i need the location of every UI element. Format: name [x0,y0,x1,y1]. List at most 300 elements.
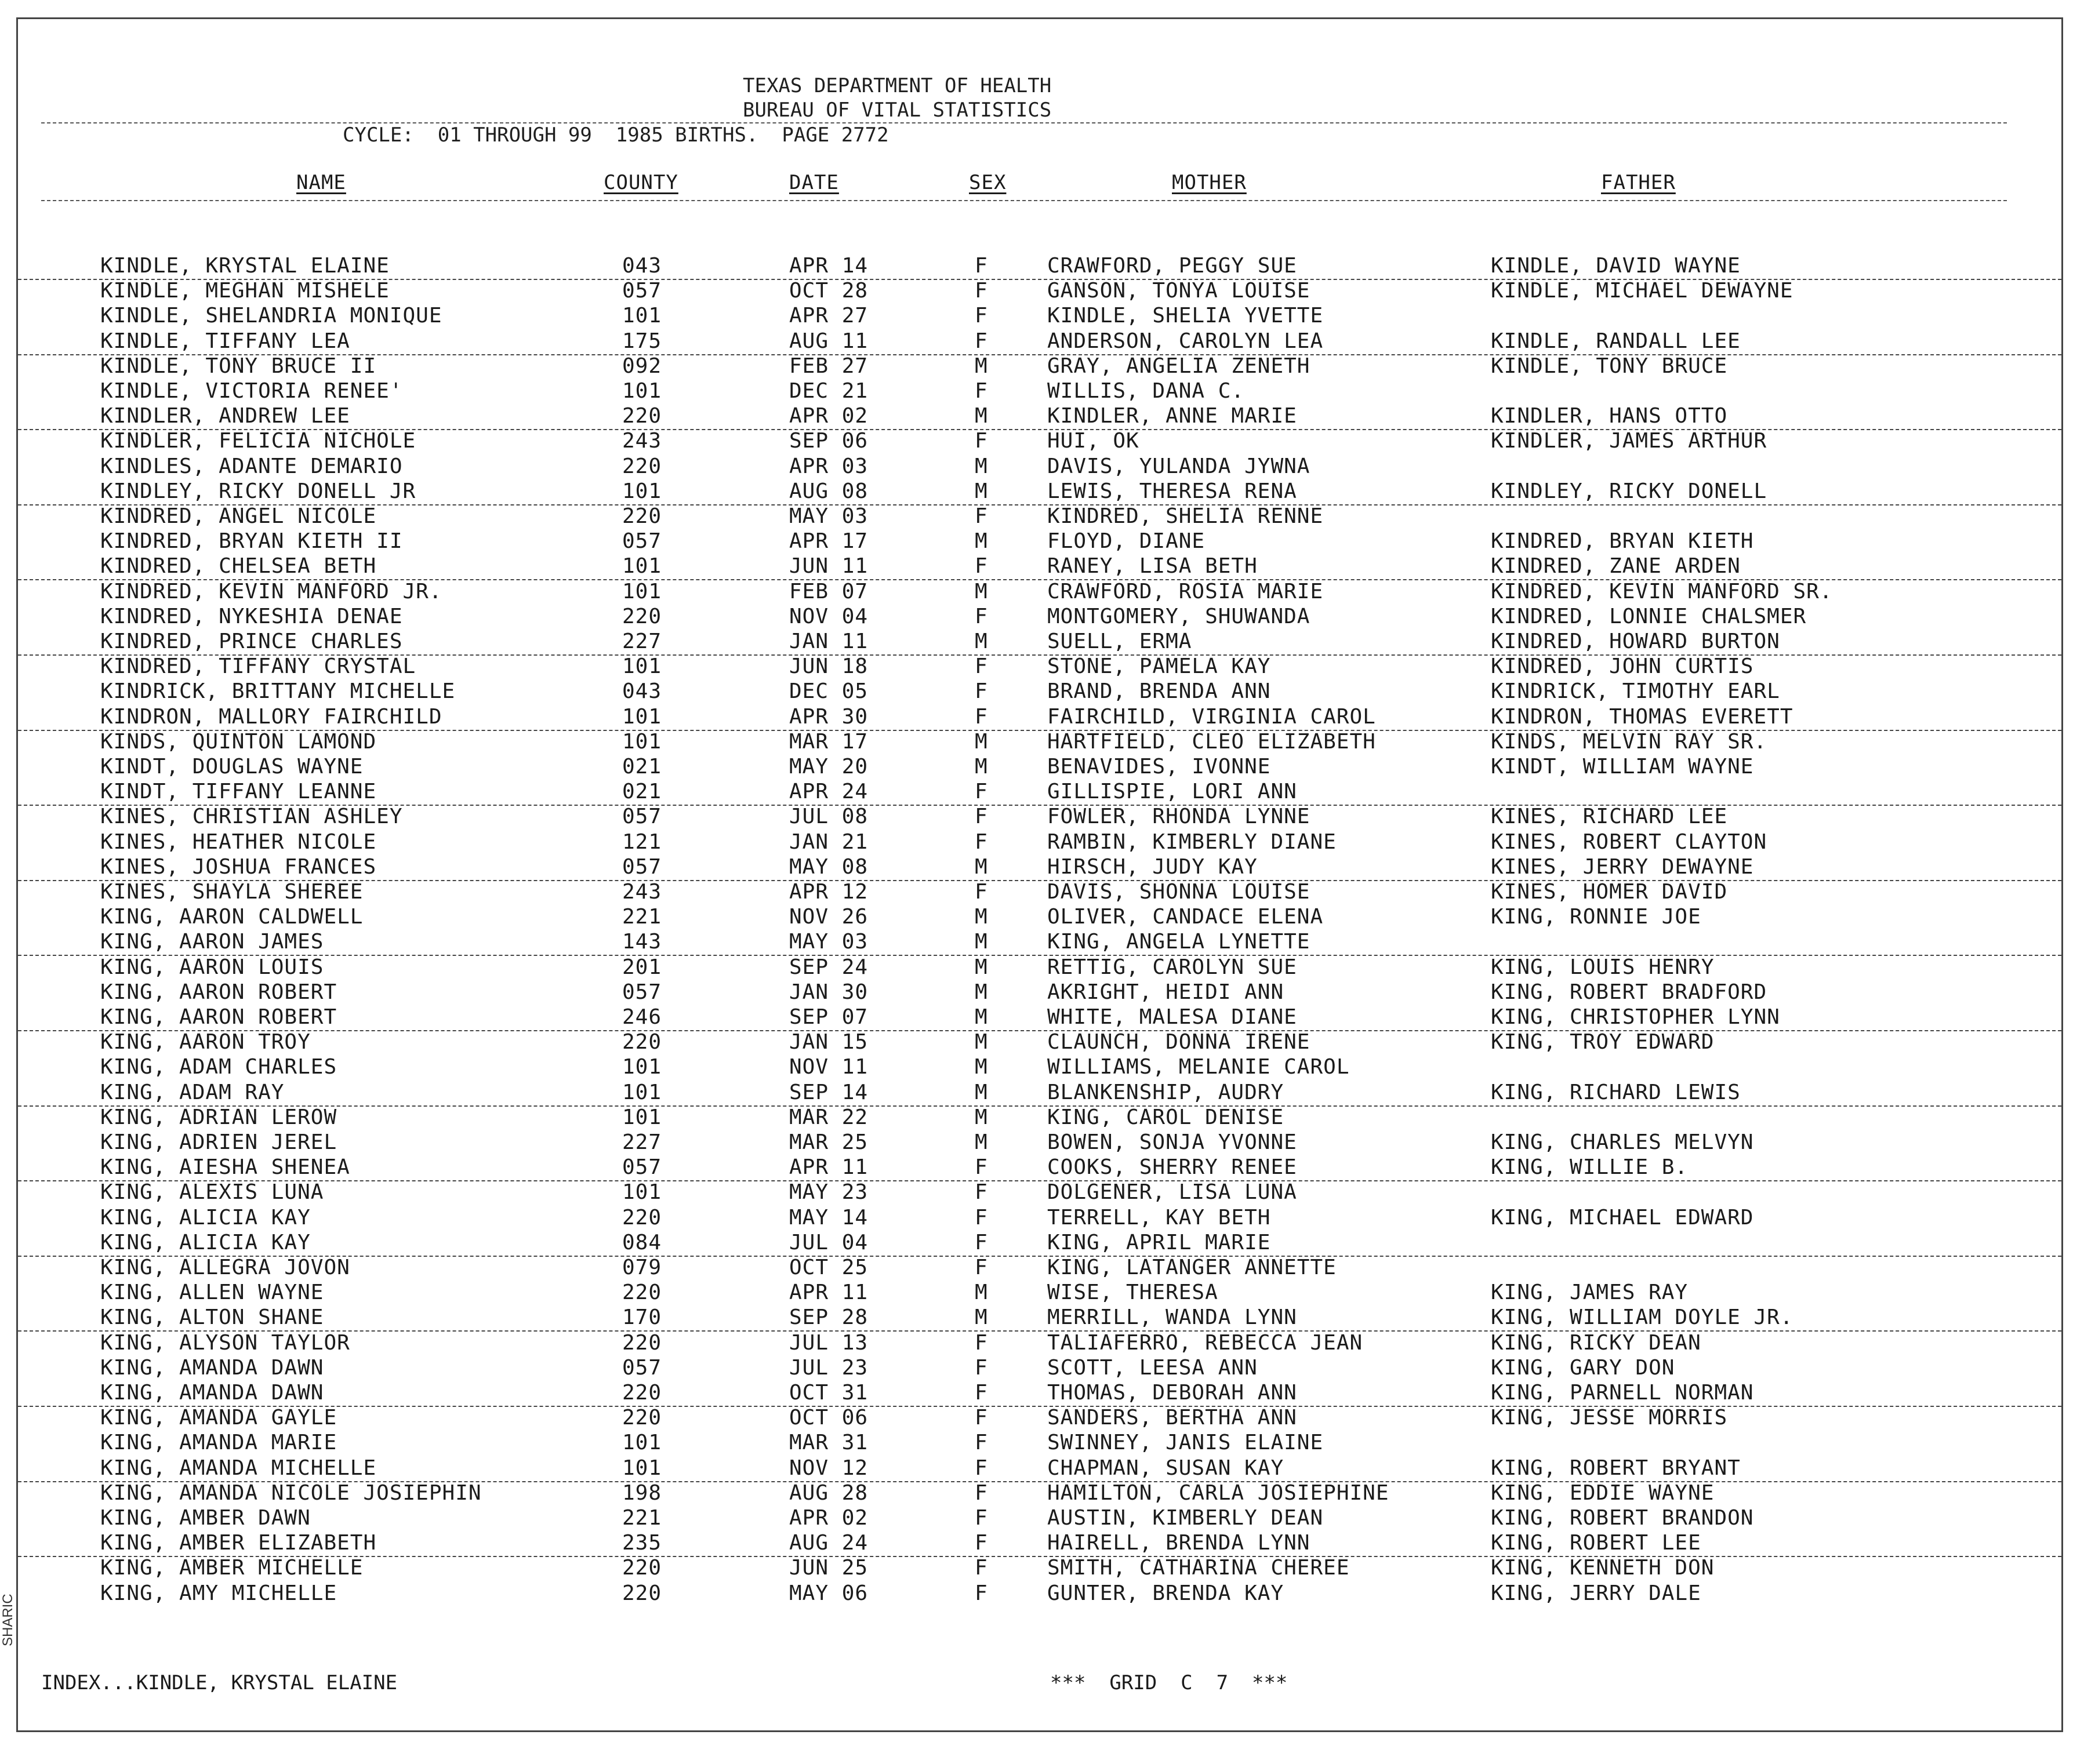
cell-county: 220 [622,1030,662,1054]
table-row [18,730,2061,755]
cell-county: 057 [622,854,662,879]
table-row [18,404,2061,430]
table-row [18,304,2061,329]
column-header-county: COUNTY [604,171,678,194]
cell-date: NOV 11 [789,1055,869,1079]
cell-name: KINDRED, TIFFANY CRYSTAL [100,654,416,679]
cell-name: KINDS, QUINTON LAMOND [100,729,377,754]
table-row [18,1581,2061,1606]
cell-county: 057 [622,1155,662,1180]
cell-sex: F [975,554,988,579]
cell-mother: GRAY, ANGELIA ZENETH [1047,354,1310,378]
table-row [18,1456,2061,1482]
cell-mother: WISE, THERESA [1047,1281,1218,1305]
cell-mother: WHITE, MALESA DIANE [1047,1005,1297,1029]
table-row [18,554,2061,580]
cell-name: KING, ALLEGRA JOVON [100,1256,350,1279]
cell-date: MAR 17 [789,729,869,754]
table-row [18,1081,2061,1107]
table-row [18,454,2061,479]
cell-date: JAN 30 [789,980,869,1004]
cell-mother: FLOYD, DIANE [1047,529,1206,554]
table-row [18,1281,2061,1305]
cell-father: KING, ROBERT LEE [1491,1531,1701,1555]
cell-county: 057 [622,1355,662,1380]
table-row [18,1180,2061,1205]
cell-name: KING, ADAM CHARLES [100,1055,337,1079]
cell-date: NOV 12 [789,1456,869,1480]
cell-date: APR 12 [789,880,869,904]
table-row [18,504,2061,529]
cell-sex: M [975,1005,988,1029]
table-row [18,830,2061,855]
cell-mother: DAVIS, SHONNA LOUISE [1047,880,1310,904]
cell-sex: F [975,304,988,328]
cell-date: DEC 21 [789,379,869,403]
cell-sex: F [975,254,988,278]
cell-sex: F [975,1330,988,1355]
cell-father: KING, RONNIE JOE [1491,905,1701,929]
table-row [18,1556,2061,1581]
cell-father: KING, RICHARD LEWIS [1491,1080,1741,1104]
cell-date: OCT 25 [789,1256,869,1279]
cell-father: KING, EDDIE WAYNE [1491,1481,1715,1505]
cell-mother: GUNTER, BRENDA KAY [1047,1581,1284,1605]
cell-county: 220 [622,404,662,428]
cell-sex: M [975,1055,988,1079]
cell-county: 121 [622,830,662,854]
cell-name: KINDLE, VICTORIA RENEE' [100,379,403,403]
cell-mother: RETTIG, CAROLYN SUE [1047,955,1297,979]
cell-name: KINDT, DOUGLAS WAYNE [100,755,364,779]
cell-name: KING, AMY MICHELLE [100,1581,337,1605]
cell-county: 201 [622,955,662,979]
cell-date: MAY 08 [789,854,869,879]
cell-sex: M [975,955,988,979]
cell-date: MAY 03 [789,930,869,954]
cell-sex: M [975,930,988,954]
cell-name: KINES, SHAYLA SHEREE [100,880,364,904]
cell-date: MAY 03 [789,504,869,528]
cell-county: 220 [622,454,662,478]
cell-county: 101 [622,1055,662,1079]
cell-date: APR 24 [789,780,869,804]
cell-date: APR 14 [789,254,869,278]
cell-name: KINDLE, TONY BRUCE II [100,354,377,378]
cell-father: KING, PARNELL NORMAN [1491,1381,1754,1405]
cell-name: KING, AARON CALDWELL [100,905,364,929]
cell-sex: F [975,679,988,704]
table-row [18,1155,2061,1181]
cell-county: 243 [622,429,662,453]
cell-date: APR 11 [789,1155,869,1180]
cell-date: APR 11 [789,1281,869,1305]
cell-father: KING, CHRISTOPHER LYNN [1491,1005,1780,1029]
table-row [18,1130,2061,1155]
cell-mother: WILLIS, DANA C. [1047,379,1245,403]
cell-father: KINDRED, BRYAN KIETH [1491,529,1754,554]
cell-date: FEB 27 [789,354,869,378]
cell-mother: LEWIS, THERESA RENA [1047,479,1297,503]
cell-county: 101 [622,479,662,503]
cell-name: KINDRED, CHELSEA BETH [100,554,377,579]
cell-county: 220 [622,1381,662,1405]
cell-name: KINES, HEATHER NICOLE [100,830,377,854]
cell-father: KING, JESSE MORRIS [1491,1406,1728,1430]
cell-date: JUL 13 [789,1330,869,1355]
cell-date: JUN 18 [789,654,869,679]
table-row [18,1231,2061,1257]
cell-date: SEP 28 [789,1305,869,1330]
table-row [18,1055,2061,1080]
cell-mother: KING, APRIL MARIE [1047,1230,1271,1254]
cell-county: 021 [622,780,662,804]
table-row [18,1331,2061,1356]
cell-name: KINDLE, SHELANDRIA MONIQUE [100,304,442,328]
cell-sex: F [975,1456,988,1480]
cell-date: APR 02 [789,1506,869,1530]
cell-father: KING, WILLIAM DOYLE JR. [1491,1305,1793,1330]
cell-sex: M [975,1281,988,1305]
table-row [18,329,2061,355]
cell-sex: F [975,1531,988,1555]
cell-sex: F [975,329,988,353]
cell-date: OCT 31 [789,1381,869,1405]
table-row [18,1431,2061,1456]
cell-father: KING, JAMES RAY [1491,1281,1689,1305]
cell-county: 057 [622,279,662,303]
cell-father: KINDRED, JOHN CURTIS [1491,654,1754,679]
cell-name: KING, AMBER ELIZABETH [100,1531,377,1555]
cell-father: KINES, ROBERT CLAYTON [1491,830,1767,854]
cell-county: 101 [622,379,662,403]
cell-sex: F [975,1355,988,1380]
cell-date: NOV 26 [789,905,869,929]
table-row [18,379,2061,404]
cell-county: 175 [622,329,662,353]
cell-sex: F [975,1205,988,1230]
cell-sex: F [975,1256,988,1279]
cell-county: 220 [622,1581,662,1605]
cell-county: 220 [622,1281,662,1305]
cell-sex: M [975,579,988,603]
cell-father: KING, TROY EDWARD [1491,1030,1715,1054]
cell-name: KINDRED, KEVIN MANFORD JR. [100,579,442,603]
cell-name: KING, AARON LOUIS [100,955,324,979]
cell-date: MAR 22 [789,1105,869,1129]
cell-date: OCT 28 [789,279,869,303]
cell-mother: GILLISPIE, LORI ANN [1047,780,1297,804]
cell-mother: RANEY, LISA BETH [1047,554,1258,579]
cell-date: SEP 24 [789,955,869,979]
cell-name: KING, AARON JAMES [100,930,324,954]
table-row [18,780,2061,806]
column-header-sex: SEX [969,171,1007,194]
cell-mother: HIRSCH, JUDY KAY [1047,854,1258,879]
cell-sex: F [975,379,988,403]
grid-label: *** GRID C 7 *** [1050,1671,1288,1694]
cell-county: 220 [622,1406,662,1430]
cell-mother: AUSTIN, KIMBERLY DEAN [1047,1506,1324,1530]
table-row [18,705,2061,731]
cell-name: KING, ALYSON TAYLOR [100,1330,350,1355]
cell-father: KING, GARY DON [1491,1355,1675,1380]
cell-county: 043 [622,254,662,278]
cell-name: KINDLE, MEGHAN MISHELE [100,279,390,303]
cell-father: KING, RICKY DEAN [1491,1330,1701,1355]
table-row [18,354,2061,379]
cell-name: KING, AMANDA MICHELLE [100,1456,377,1480]
table-row [18,980,2061,1005]
cell-county: 198 [622,1481,662,1505]
cell-county: 227 [622,1130,662,1154]
cell-date: JAN 21 [789,830,869,854]
cell-mother: KINDLE, SHELIA YVETTE [1047,304,1324,328]
cell-sex: F [975,1506,988,1530]
cell-county: 220 [622,1330,662,1355]
cell-county: 220 [622,604,662,628]
cell-name: KING, AMANDA GAYLE [100,1406,337,1430]
cell-date: JUN 11 [789,554,869,579]
cell-county: 101 [622,1456,662,1480]
cell-father: KINES, RICHARD LEE [1491,805,1728,829]
cell-name: KINDLER, FELICIA NICHOLE [100,429,416,453]
cell-sex: M [975,479,988,503]
cell-sex: M [975,755,988,779]
cell-date: JUL 08 [789,805,869,829]
cell-sex: M [975,454,988,478]
cell-county: 246 [622,1005,662,1029]
cell-mother: TERRELL, KAY BETH [1047,1205,1271,1230]
cell-date: APR 02 [789,404,869,428]
cell-sex: F [975,830,988,854]
table-row [18,679,2061,704]
cell-county: 101 [622,579,662,603]
cell-mother: DOLGENER, LISA LUNA [1047,1180,1297,1205]
cell-date: MAR 31 [789,1431,869,1455]
cell-sex: F [975,604,988,628]
cell-date: JUN 25 [789,1556,869,1580]
column-header-name: NAME [296,171,346,194]
table-row [18,1381,2061,1407]
table-row [18,905,2061,930]
cell-date: AUG 28 [789,1481,869,1505]
table-row [18,805,2061,830]
cell-mother: KINDRED, SHELIA RENNE [1047,504,1324,528]
cell-father: KINDRED, HOWARD BURTON [1491,630,1780,653]
cell-mother: FAIRCHILD, VIRGINIA CAROL [1047,704,1376,729]
cell-father: KINDLE, DAVID WAYNE [1491,254,1741,278]
table-row [18,1030,2061,1055]
cell-sex: F [975,279,988,303]
cell-name: KING, AIESHA SHENEA [100,1155,350,1180]
cell-name: KING, ALICIA KAY [100,1230,311,1254]
cell-name: KING, AMANDA DAWN [100,1381,324,1405]
cell-date: MAY 20 [789,755,869,779]
cell-father: KINDLER, HANS OTTO [1491,404,1728,428]
cell-mother: STONE, PAMELA KAY [1047,654,1271,679]
cell-father: KINDT, WILLIAM WAYNE [1491,755,1754,779]
cell-name: KING, ADRIAN LEROW [100,1105,337,1129]
cell-mother: TALIAFERRO, REBECCA JEAN [1047,1330,1363,1355]
cell-mother: HAIRELL, BRENDA LYNN [1047,1531,1310,1555]
cell-county: 101 [622,1080,662,1104]
cell-mother: DAVIS, YULANDA JYWNA [1047,454,1310,478]
cell-mother: AKRIGHT, HEIDI ANN [1047,980,1284,1004]
table-row [18,1481,2061,1506]
cell-name: KING, ADRIEN JEREL [100,1130,337,1154]
cell-county: 101 [622,654,662,679]
cell-name: KING, AMANDA DAWN [100,1355,324,1380]
table-row [18,855,2061,881]
cell-sex: F [975,1406,988,1430]
cell-father: KINES, HOMER DAVID [1491,880,1728,904]
cell-county: 043 [622,679,662,704]
cell-sex: F [975,1481,988,1505]
bureau-title: BUREAU OF VITAL STATISTICS [743,99,1052,122]
cell-sex: F [975,780,988,804]
cell-date: AUG 08 [789,479,869,503]
cell-sex: M [975,905,988,929]
cell-mother: GANSON, TONYA LOUISE [1047,279,1310,303]
cell-county: 092 [622,354,662,378]
cell-father: KINES, JERRY DEWAYNE [1491,854,1754,879]
table-row [18,1356,2061,1381]
cell-name: KING, ALTON SHANE [100,1305,324,1330]
table-row [18,479,2061,505]
cell-name: KING, AMBER DAWN [100,1506,311,1530]
table-row [18,654,2061,679]
cell-father: KINDLE, MICHAEL DEWAYNE [1491,279,1793,303]
cell-name: KINDLE, TIFFANY LEA [100,329,350,353]
cell-name: KINDRED, BRYAN KIETH II [100,529,403,554]
cell-date: SEP 14 [789,1080,869,1104]
cell-county: 227 [622,630,662,653]
table-row [18,755,2061,780]
cell-mother: FOWLER, RHONDA LYNNE [1047,805,1310,829]
cell-county: 243 [622,880,662,904]
cell-father: KINDLER, JAMES ARTHUR [1491,429,1767,453]
cell-mother: KINDLER, ANNE MARIE [1047,404,1297,428]
cell-sex: M [975,1130,988,1154]
cell-mother: BOWEN, SONJA YVONNE [1047,1130,1297,1154]
cell-mother: SCOTT, LEESA ANN [1047,1355,1258,1380]
cell-mother: SMITH, CATHARINA CHEREE [1047,1556,1350,1580]
table-row [18,580,2061,605]
cell-mother: SUELL, ERMA [1047,630,1192,653]
cell-mother: SWINNEY, JANIS ELAINE [1047,1431,1324,1455]
cell-county: 021 [622,755,662,779]
cell-mother: MERRILL, WANDA LYNN [1047,1305,1297,1330]
cell-county: 221 [622,1506,662,1530]
cycle-line: CYCLE: 01 THROUGH 99 1985 BIRTHS. PAGE 2772 [343,123,889,147]
cell-sex: F [975,704,988,729]
cell-name: KINDLEY, RICKY DONELL JR [100,479,416,503]
cell-name: KINDRICK, BRITTANY MICHELLE [100,679,456,704]
cell-father: KING, CHARLES MELVYN [1491,1130,1754,1154]
table-row [18,605,2061,630]
cell-father: KINDRICK, TIMOTHY EARL [1491,679,1780,704]
cell-name: KING, AARON TROY [100,1030,311,1054]
cell-date: APR 27 [789,304,869,328]
cell-sex: F [975,504,988,528]
cell-name: KING, AARON ROBERT [100,980,337,1004]
cell-mother: KING, ANGELA LYNETTE [1047,930,1310,954]
cell-county: 057 [622,805,662,829]
cell-mother: KING, LATANGER ANNETTE [1047,1256,1337,1279]
cell-name: KINDRED, ANGEL NICOLE [100,504,377,528]
cell-date: SEP 06 [789,429,869,453]
cell-county: 101 [622,704,662,729]
cell-date: DEC 05 [789,679,869,704]
cell-name: KING, AMBER MICHELLE [100,1556,364,1580]
cell-sex: M [975,1030,988,1054]
cell-date: FEB 07 [789,579,869,603]
birth-records-table [18,19,2061,1730]
cell-name: KINDLES, ADANTE DEMARIO [100,454,403,478]
cell-sex: M [975,1305,988,1330]
cell-sex: M [975,529,988,554]
cell-name: KING, AARON ROBERT [100,1005,337,1029]
column-header-date: DATE [789,171,839,194]
cell-sex: M [975,729,988,754]
cell-name: KING, ALLEN WAYNE [100,1281,324,1305]
cell-sex: M [975,980,988,1004]
cell-sex: F [975,1581,988,1605]
cell-county: 220 [622,1205,662,1230]
cell-mother: COOKS, SHERRY RENEE [1047,1155,1297,1180]
cell-sex: M [975,404,988,428]
cell-date: APR 30 [789,704,869,729]
cell-mother: CLAUNCH, DONNA IRENE [1047,1030,1310,1054]
cell-mother: KING, CAROL DENISE [1047,1105,1284,1129]
cell-name: KINDRED, PRINCE CHARLES [100,630,403,653]
column-header-mother: MOTHER [1172,171,1247,194]
cell-father: KINDLEY, RICKY DONELL [1491,479,1767,503]
agency-title: TEXAS DEPARTMENT OF HEALTH [743,74,1052,97]
cell-father: KING, KENNETH DON [1491,1556,1715,1580]
cell-sex: F [975,1155,988,1180]
table-row [18,429,2061,454]
table-row [18,1506,2061,1531]
cell-mother: ANDERSON, CAROLYN LEA [1047,329,1324,353]
index-label: INDEX...KINDLE, KRYSTAL ELAINE [41,1671,398,1694]
cell-mother: MONTGOMERY, SHUWANDA [1047,604,1310,628]
cell-county: 084 [622,1230,662,1254]
cell-date: JUL 04 [789,1230,869,1254]
cell-date: JAN 15 [789,1030,869,1054]
cell-date: MAY 23 [789,1180,869,1205]
cell-father: KING, MICHAEL EDWARD [1491,1205,1754,1230]
cell-name: KINES, CHRISTIAN ASHLEY [100,805,403,829]
cell-county: 235 [622,1531,662,1555]
cell-county: 170 [622,1305,662,1330]
table-row [18,630,2061,656]
cell-father: KING, WILLIE B. [1491,1155,1689,1180]
cell-name: KINDLE, KRYSTAL ELAINE [100,254,390,278]
table-row [18,930,2061,956]
cell-mother: SANDERS, BERTHA ANN [1047,1406,1297,1430]
cell-name: KINDLER, ANDREW LEE [100,404,350,428]
cell-county: 079 [622,1256,662,1279]
cell-sex: F [975,1381,988,1405]
cell-sex: M [975,354,988,378]
table-row [18,955,2061,980]
cell-sex: F [975,654,988,679]
cell-mother: RAMBIN, KIMBERLY DIANE [1047,830,1337,854]
cell-county: 101 [622,1105,662,1129]
cell-mother: CRAWFORD, ROSIA MARIE [1047,579,1324,603]
